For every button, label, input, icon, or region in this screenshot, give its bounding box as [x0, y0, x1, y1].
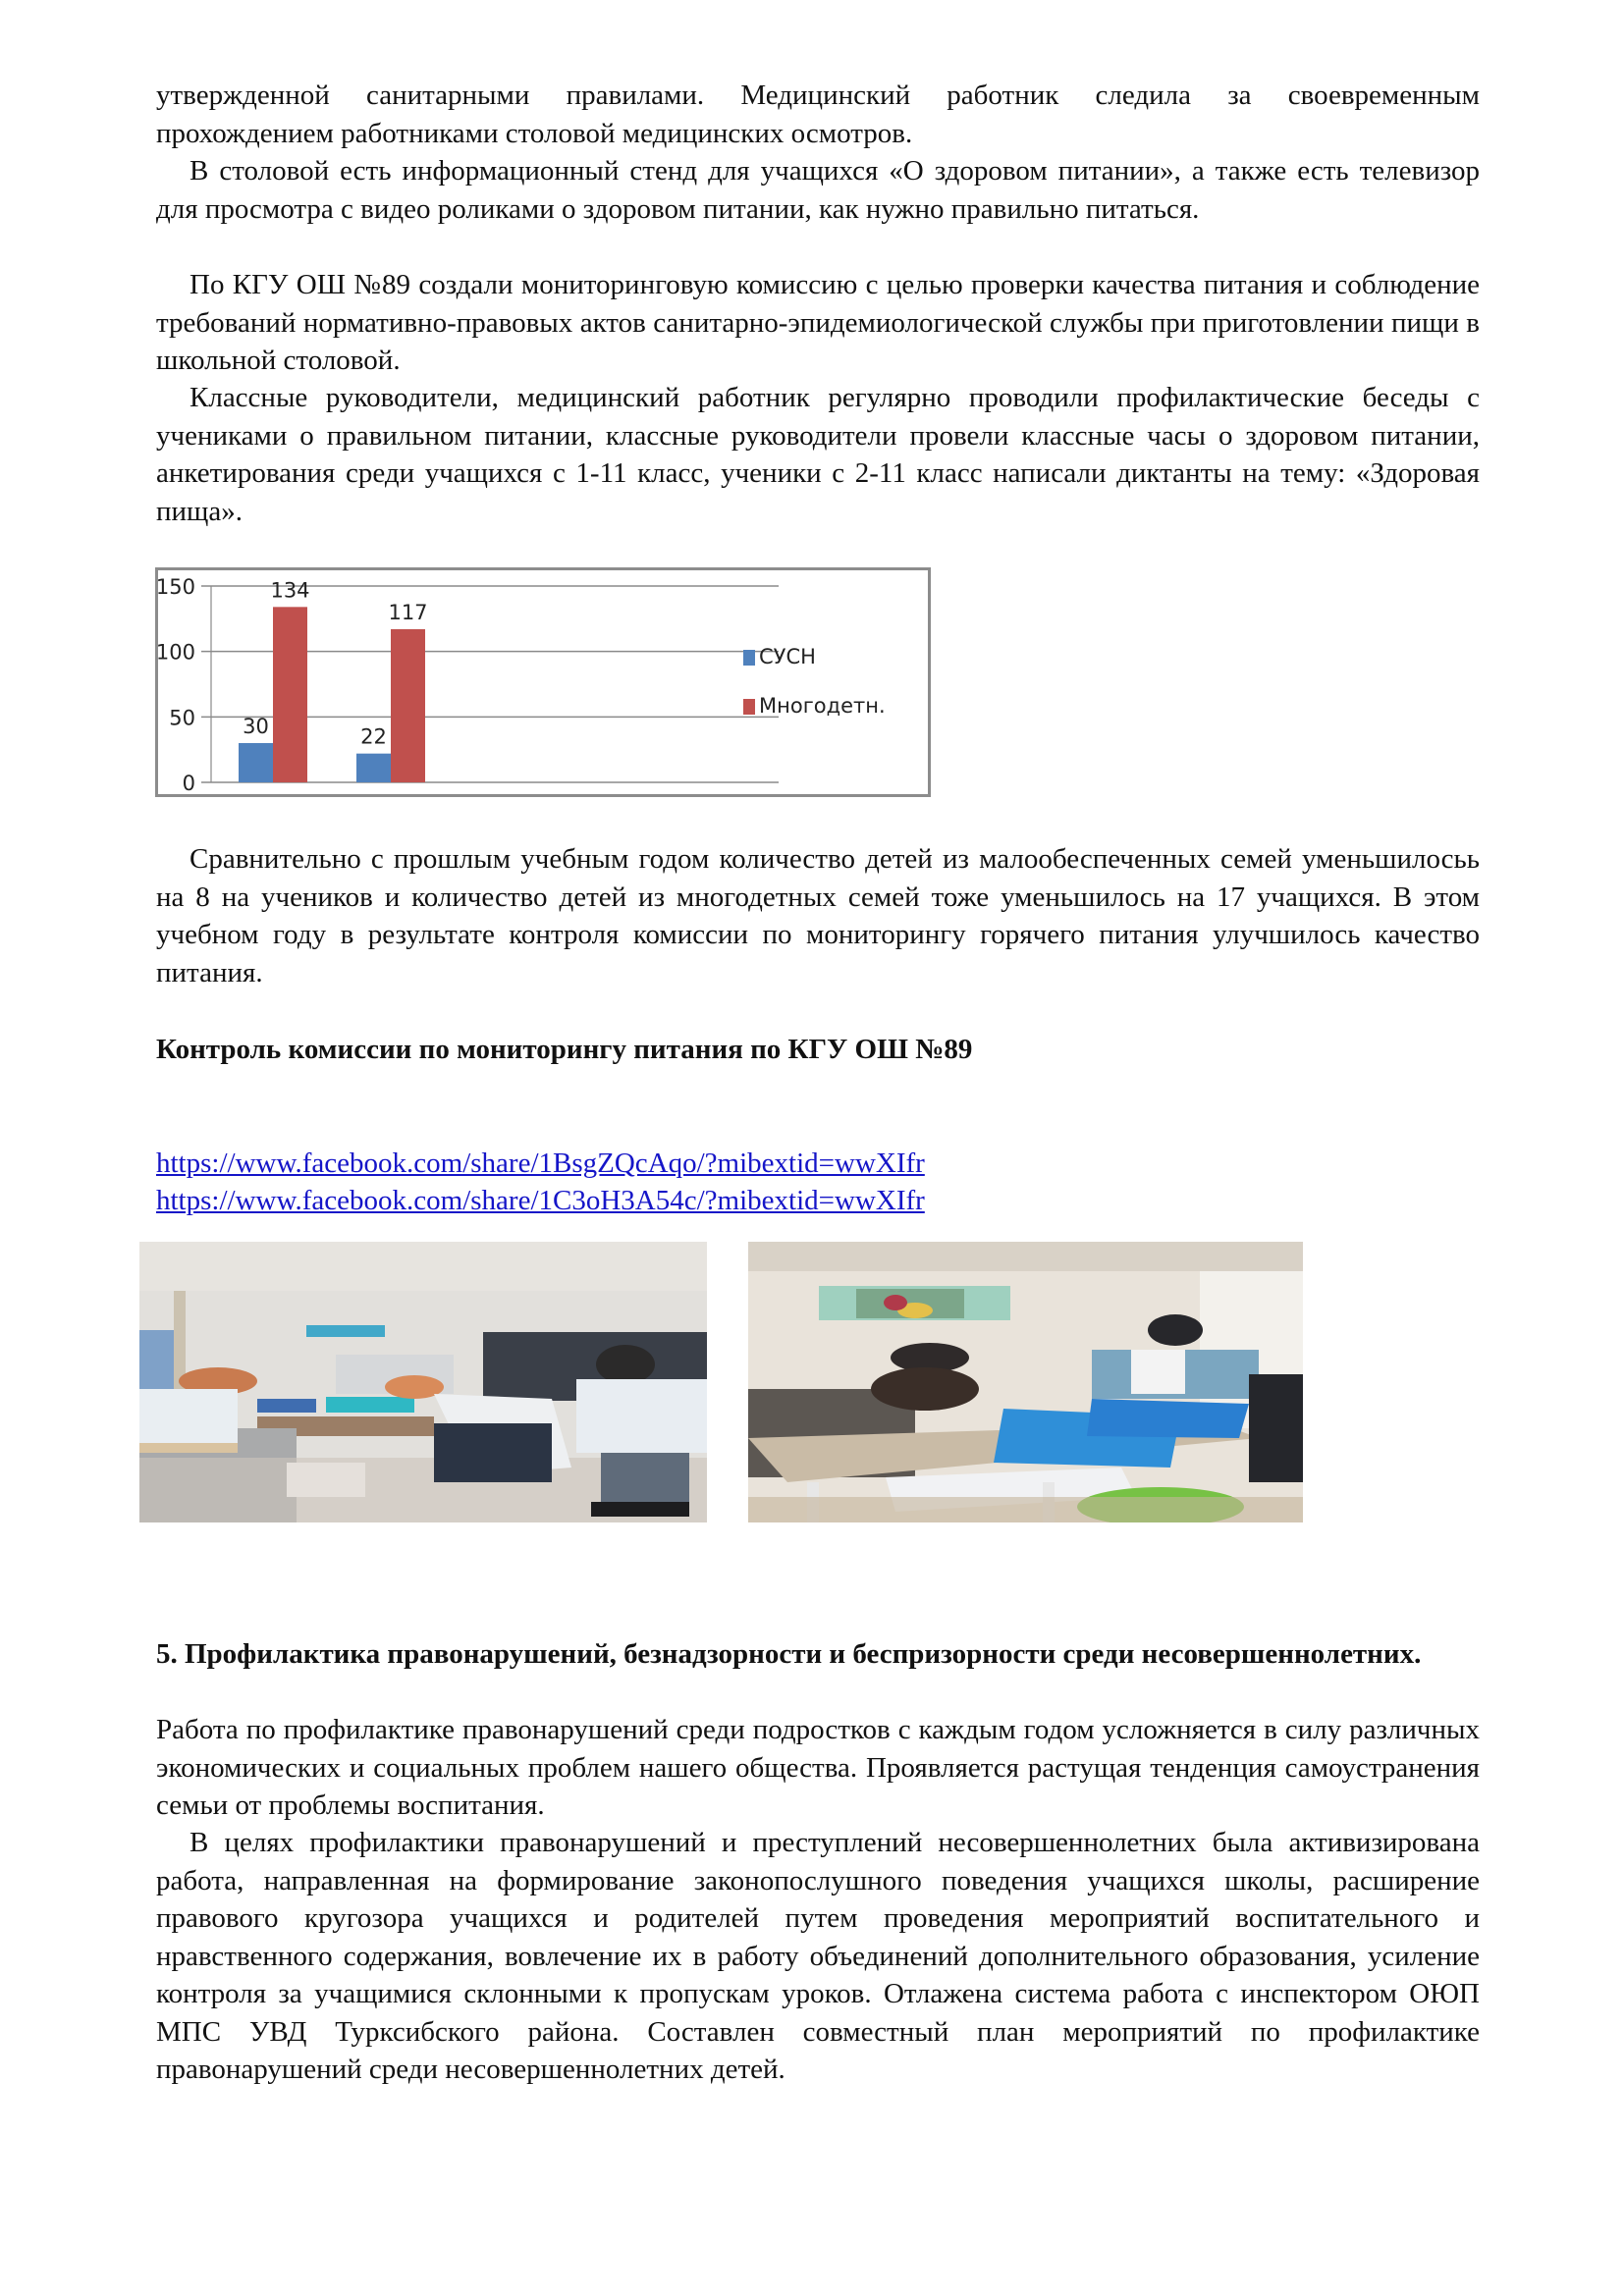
paragraph-text: Классные руководители, медицинский работник регулярно проводили профилактические беседы с учениками о правильном питании, классные руководители провели классные часы о здоровом питании, анкетирования среди учащихся с 1-11 класс, ученики с 2-11 класс написали диктанты на тему: «Здоровая пища».	[156, 382, 1480, 527]
section-5-heading	[156, 1635, 1480, 1674]
legend-swatch	[743, 699, 755, 715]
chart-y-ticks	[158, 575, 195, 794]
heading-text: 5. Профилактика правонарушений, безнадзорности и беспризорности среди несовершеннолетних.	[156, 1638, 1422, 1670]
text-line: утвержденной санитарными правилами. Медицинский работник следила за своевременным	[156, 80, 1480, 111]
bar-mnogodetn	[273, 607, 307, 782]
paragraph-text: Сравнительно с прошлым учебным годом количество детей из малообеспеченных семей уменьшилосьь на 8 на учеников и количество детей из многодетных семей тоже уменьшилось на 17 учащихся. В этом учебном году в результате контроля комиссии по мониторингу горячего питания улучшилось качество питания.	[156, 843, 1480, 988]
paragraph-text: В столовой есть информационный стенд для учащихся «О здоровом питании», а также есть телевизор для просмотра с видео роликами о здоровом питании, как нужно правильно питаться.	[156, 155, 1480, 225]
paragraph-commission	[156, 266, 1480, 380]
paragraph-text: Работа по профилактике правонарушений среди подростков с каждым годом усложняется в силу различных экономических и социальных проблем нашего общества. Проявляется растущая тенденция самоустранения семьи от проблемы воспитания.	[156, 1714, 1480, 1821]
photo-canteen-inspection	[139, 1242, 707, 1522]
text-line: прохождением работниками столовой медицинских осмотров.	[156, 117, 913, 149]
paragraph-prevention-work	[156, 1711, 1480, 1825]
heading-text: Контроль комиссии по мониторингу питания по КГУ ОШ №89	[156, 1034, 973, 1065]
paragraph-text: По КГУ ОШ №89 создали мониторинговую комиссию с целью проверки качества питания и соблюдение требований нормативно-правовых актов санитарно-эпидемиологической службы при приготовлении пищи в школьной столовой.	[156, 269, 1480, 376]
paragraph-text: В целях профилактики правонарушений и преступлений несовершеннолетних была активизирована работа, направленная на формирование законопослушного поведения учащихся школы, расширение правового кругозора учащихся и родителей путем проведения мероприятий воспитательного и нравственного содержания, вовлечение их в работу объединений дополнительного образования, усиление контроля за учащимися склонными к пропускам уроков. Отлажена система работа с инспектором ОЮП МПС УВД Турксибского района. Составлен совместный план мероприятий по профилактике правонарушений среди несовершеннолетних детей.	[156, 1827, 1480, 2085]
chart-legend	[743, 645, 886, 718]
bar-susn	[356, 754, 391, 782]
photo-commission-meeting	[748, 1242, 1303, 1522]
paragraph-comparison	[156, 840, 1480, 991]
heading-commission-control	[156, 1031, 1480, 1069]
y-tick-label: 50	[169, 706, 195, 730]
bar-chart	[155, 567, 931, 797]
legend-swatch	[743, 650, 755, 666]
paragraph-continuation	[156, 77, 1480, 152]
chart-svg	[158, 570, 928, 794]
paragraph-prevention-measures	[156, 1824, 1480, 2089]
facebook-link-1[interactable]: https://www.facebook.com/share/1BsgZQcAqo/?mibextid=wwXIfr	[156, 1148, 925, 1179]
data-label: 117	[388, 601, 428, 624]
legend-label: Многодетн.	[759, 694, 886, 718]
y-tick-label: 0	[182, 772, 195, 794]
legend-label: СУСН	[759, 645, 816, 668]
chart-bars	[239, 607, 425, 782]
data-label: 134	[270, 578, 310, 603]
data-label: 22	[360, 724, 387, 749]
bar-susn	[239, 743, 273, 782]
bar-mnogodetn	[391, 629, 425, 782]
y-tick-label: 150	[158, 575, 195, 599]
paragraph-info-stand	[156, 152, 1480, 228]
photo-canteen-image	[139, 1242, 707, 1522]
photo-meeting-image	[748, 1242, 1303, 1522]
data-label: 30	[243, 715, 269, 738]
facebook-link-2[interactable]: https://www.facebook.com/share/1C3oH3A54c/?mibextid=wwXIfr	[156, 1185, 925, 1216]
y-tick-label: 100	[158, 640, 195, 665]
paragraph-class-teachers	[156, 379, 1480, 530]
